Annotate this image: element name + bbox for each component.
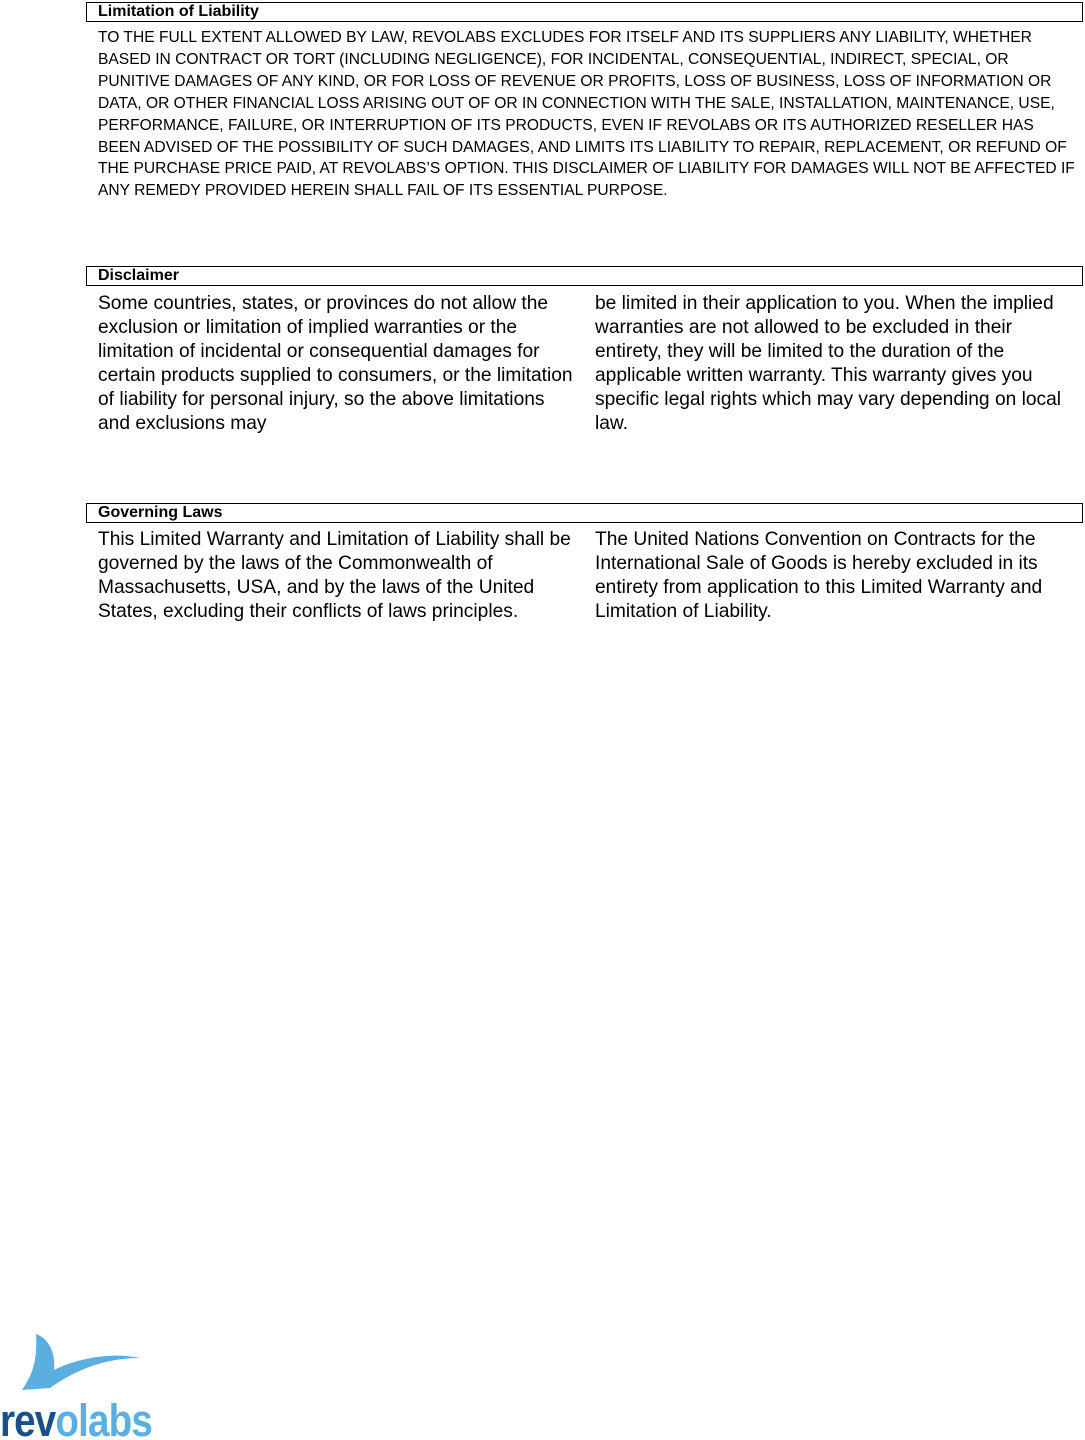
limitation-text: TO THE FULL EXTENT ALLOWED BY LAW, REVOLABS EXCLUDES FOR ITSELF AND ITS SUPPLIERS ANY LIABILITY, WHETHER BASED IN CONTRACT OR TORT (INCLUDING NEGLIGENCE), FOR INCIDENTAL, CONSEQUENTIAL, INDIRECT, SPECIAL, OR PUNITIVE DAMAGES OF ANY KIND, OR FOR LOSS OF REVENUE OR PROFITS, LOSS OF BUSINESS, LOSS OF INFORMATION OR DATA, OR OTHER FINANCIAL LOSS ARISING OUT OF OR IN CONNECTION WITH THE SALE, INSTALLATION, MAINTENANCE, USE, PERFORMANCE, FAILURE, OR INTERRUPTION OF ITS PRODUCTS, EVEN IF REVOLABS OR ITS AUTHORIZED RESELLER HAS BEEN ADVISED OF THE POSSIBILITY OF SUCH DAMAGES, AND LIMITS ITS LIABILITY TO REPAIR, REPLACEMENT, OR REFUND OF THE PURCHASE PRICE PAID, AT REVOLABS’S OPTION. THIS DISCLAIMER OF LIABILITY FOR DAMAGES WILL NOT BE AFFECTED IF ANY REMEDY PROVIDED HEREIN SHALL FAIL OF ITS ESSENTIAL PURPOSE. [98, 29, 1075, 200]
disclaimer-right-column: be limited in their application to you. When the implied warranties are not allowed to be excluded in their entirety, they will be limited to the duration of the applicable written warranty. This warranty gives you specific legal rights which may vary depending on local law. [595, 293, 1062, 435]
revolabs-logo [0, 1328, 168, 1440]
governing-laws-heading: Governing Laws [86, 503, 1083, 523]
disclaimer-heading: Disclaimer [86, 266, 1083, 286]
disclaimer-left-column: Some countries, states, or provinces do not allow the exclusion or limitation of implied warranties or the limitation of incidental or consequential damages for certain products supplied to consumers, or the limitation of liability for personal injury, so the above limitations and exclusions may [98, 293, 573, 435]
governing-laws-left-column: This Limited Warranty and Limitation of Liability shall be governed by the laws of the Commonwealth of Massachusetts, USA, and by the laws of the United States, excluding their conflicts of laws principles. [98, 529, 571, 623]
governing-laws-right-column: The United Nations Convention on Contracts for the International Sale of Goods is hereby excluded in its entirety from application to this Limited Warranty and Limitation of Liability. [595, 529, 1043, 623]
fin-icon [22, 1334, 140, 1390]
limitation-heading: Limitation of Liability [86, 2, 1083, 22]
logo-wordmark: revolabs [0, 1395, 168, 1440]
